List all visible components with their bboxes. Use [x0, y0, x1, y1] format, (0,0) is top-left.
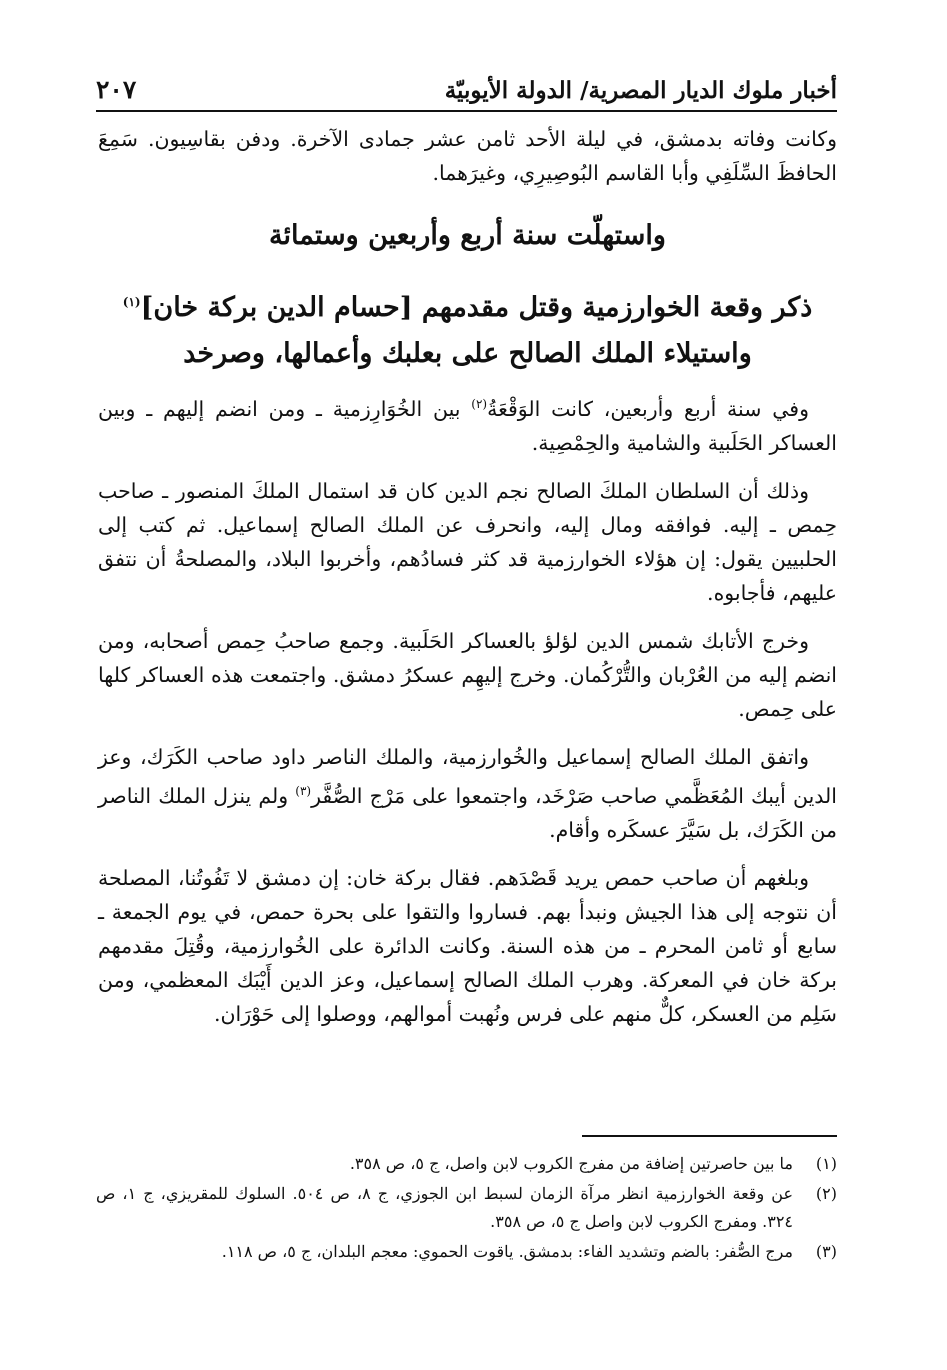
- footnote-rule: [582, 1135, 837, 1137]
- paragraph-5: وبلغهم أن صاحب حمص يريد قَصْدَهم. فقال بركة خان: إن دمشق لا تَفُوتُنا، المصلحة أن نتوجه إلى هذا الجيش ونبدأ بهم. فساروا والتقوا على بحرة حمص، في يوم الجمعة ـ سابع أو ثامن المحرم ـ من هذه السنة. وكانت الدائرة على الخُوارزمية، وقُتِلَ مقدمهم بركة خان في المعركة. وهرب الملك الصالح إسماعيل، وعز الدين أَيْبَك المعظمي، ومن سَلِم من العسكر، كلٌّ منهم على فرس ونُهبت أموالهم، ووصلوا إلى حَوْرَان.: [98, 865, 837, 1026]
- paragraph-4-text-a: واتفق الملك الصالح إسماعيل والخُوارزمية، والملك الناصر داود صاحب الكَرَك، وعز الدين أيبك المُعَظَّمي صاحب صَرْخَد، واجتمعوا على مَرْج الصُّفَّر: [98, 744, 837, 808]
- footnote-2: [96, 1180, 837, 1236]
- paragraph-4-text-b: ولم ينزل الملك الناصر من الكَرَك، بل سَيَّرَ عسكَره وأقام.: [98, 783, 837, 842]
- footnote-ref-1[interactable]: (١): [122, 295, 141, 309]
- paragraph-intro: وكانت وفاته بدمشق، في ليلة الأحد ثامن عشر جمادى الآخرة. ودفن بقاسِيون. سَمِعَ الحافظَ السِّلَفِي وأبا القاسم البُوصِيرِي، وغيرَهما.: [98, 127, 837, 185]
- footnote-2-number: (٢): [815, 1184, 837, 1203]
- footnote-ref-2[interactable]: (٢): [471, 397, 488, 411]
- footnote-3-number: (٣): [815, 1242, 837, 1261]
- footnote-3: [96, 1238, 837, 1266]
- footnote-3-text: مرج الصُّفر: بالضم وتشديد الفاء: بدمشق. ياقوت الحموي: معجم البلدان، ج ٥، ص ١١٨.: [221, 1242, 793, 1261]
- page-body: [98, 122, 837, 1045]
- section-heading-line-2: واستيلاء الملك الصالح على بعلبك وأعمالها، وصرخد: [183, 338, 752, 369]
- footnote-2-text: عن وقعة الخوارزمية انظر مرآة الزمان لسبط ابن الجوزي، ج ٨، ص ٥٠٤. السلوك للمقريزي، ج ١، ص ٣٢٤. ومفرج الكروب لابن واصل ج ٥، ص ٣٥٨.: [96, 1184, 793, 1231]
- section-heading-line-1-text: ذكر وقعة الخوارزمية وقتل مقدمهم [حسام الدين بركة خان]: [140, 292, 813, 323]
- paragraph-2: وذلك أن السلطان الملكَ الصالح نجم الدين كان قد استمال الملكَ المنصور ـ صاحب حِمص ـ إليه. فوافقه ومال إليه، وانحرف عن الملك الصالح إسماعيل. ثم كتب إلى الحلبيين يقول: إن هؤلاء الخوارزمية قد كثر فسادُهم، وأخربوا البلاد، والمصلحةُ أن نتفق عليهم، فأجابوه.: [98, 478, 837, 605]
- year-heading: واستهلّت سنة أربع وأربعين وستمائة: [269, 220, 666, 251]
- footnote-ref-3[interactable]: (٣): [295, 783, 312, 798]
- page-number: ٢٠٧: [96, 75, 137, 104]
- footnotes: [96, 1150, 837, 1268]
- footnote-1-text: ما بين حاصرتين إضافة من مفرج الكروب لابن واصل، ج ٥، ص ٣٥٨.: [349, 1154, 793, 1173]
- page-header: [96, 64, 837, 112]
- running-head: أخبار ملوك الديار المصرية/ الدولة الأيوبيّة: [444, 77, 837, 104]
- paragraph-1-text-a: وفي سنة أربع وأربعين، كانت الوَقْعَةُ: [487, 396, 810, 421]
- footnote-1: [96, 1150, 837, 1178]
- footnote-1-number: (١): [815, 1154, 837, 1173]
- section-heading: [98, 279, 837, 377]
- paragraph-1-text-b: بين الخُوَارِزمية ـ ومن انضم إليهم ـ وبين العساكر الحَلَبية والشامية والحِمْصِية.: [98, 396, 837, 455]
- section-heading-line-1: [98, 279, 837, 331]
- paragraph-4: [98, 740, 837, 847]
- paragraph-3: وخرج الأتابك شمس الدين لؤلؤ بالعساكر الحَلَبية. وجمع صاحبُ حِمص أصحابه، ومن انضم إليه من العُرْبان والتُّرْكُمان. وخرج إليهِم عسكرُ دمشق. واجتمعت هذه العساكر كلها على حِمص.: [98, 628, 837, 721]
- paragraph-1: [98, 387, 837, 460]
